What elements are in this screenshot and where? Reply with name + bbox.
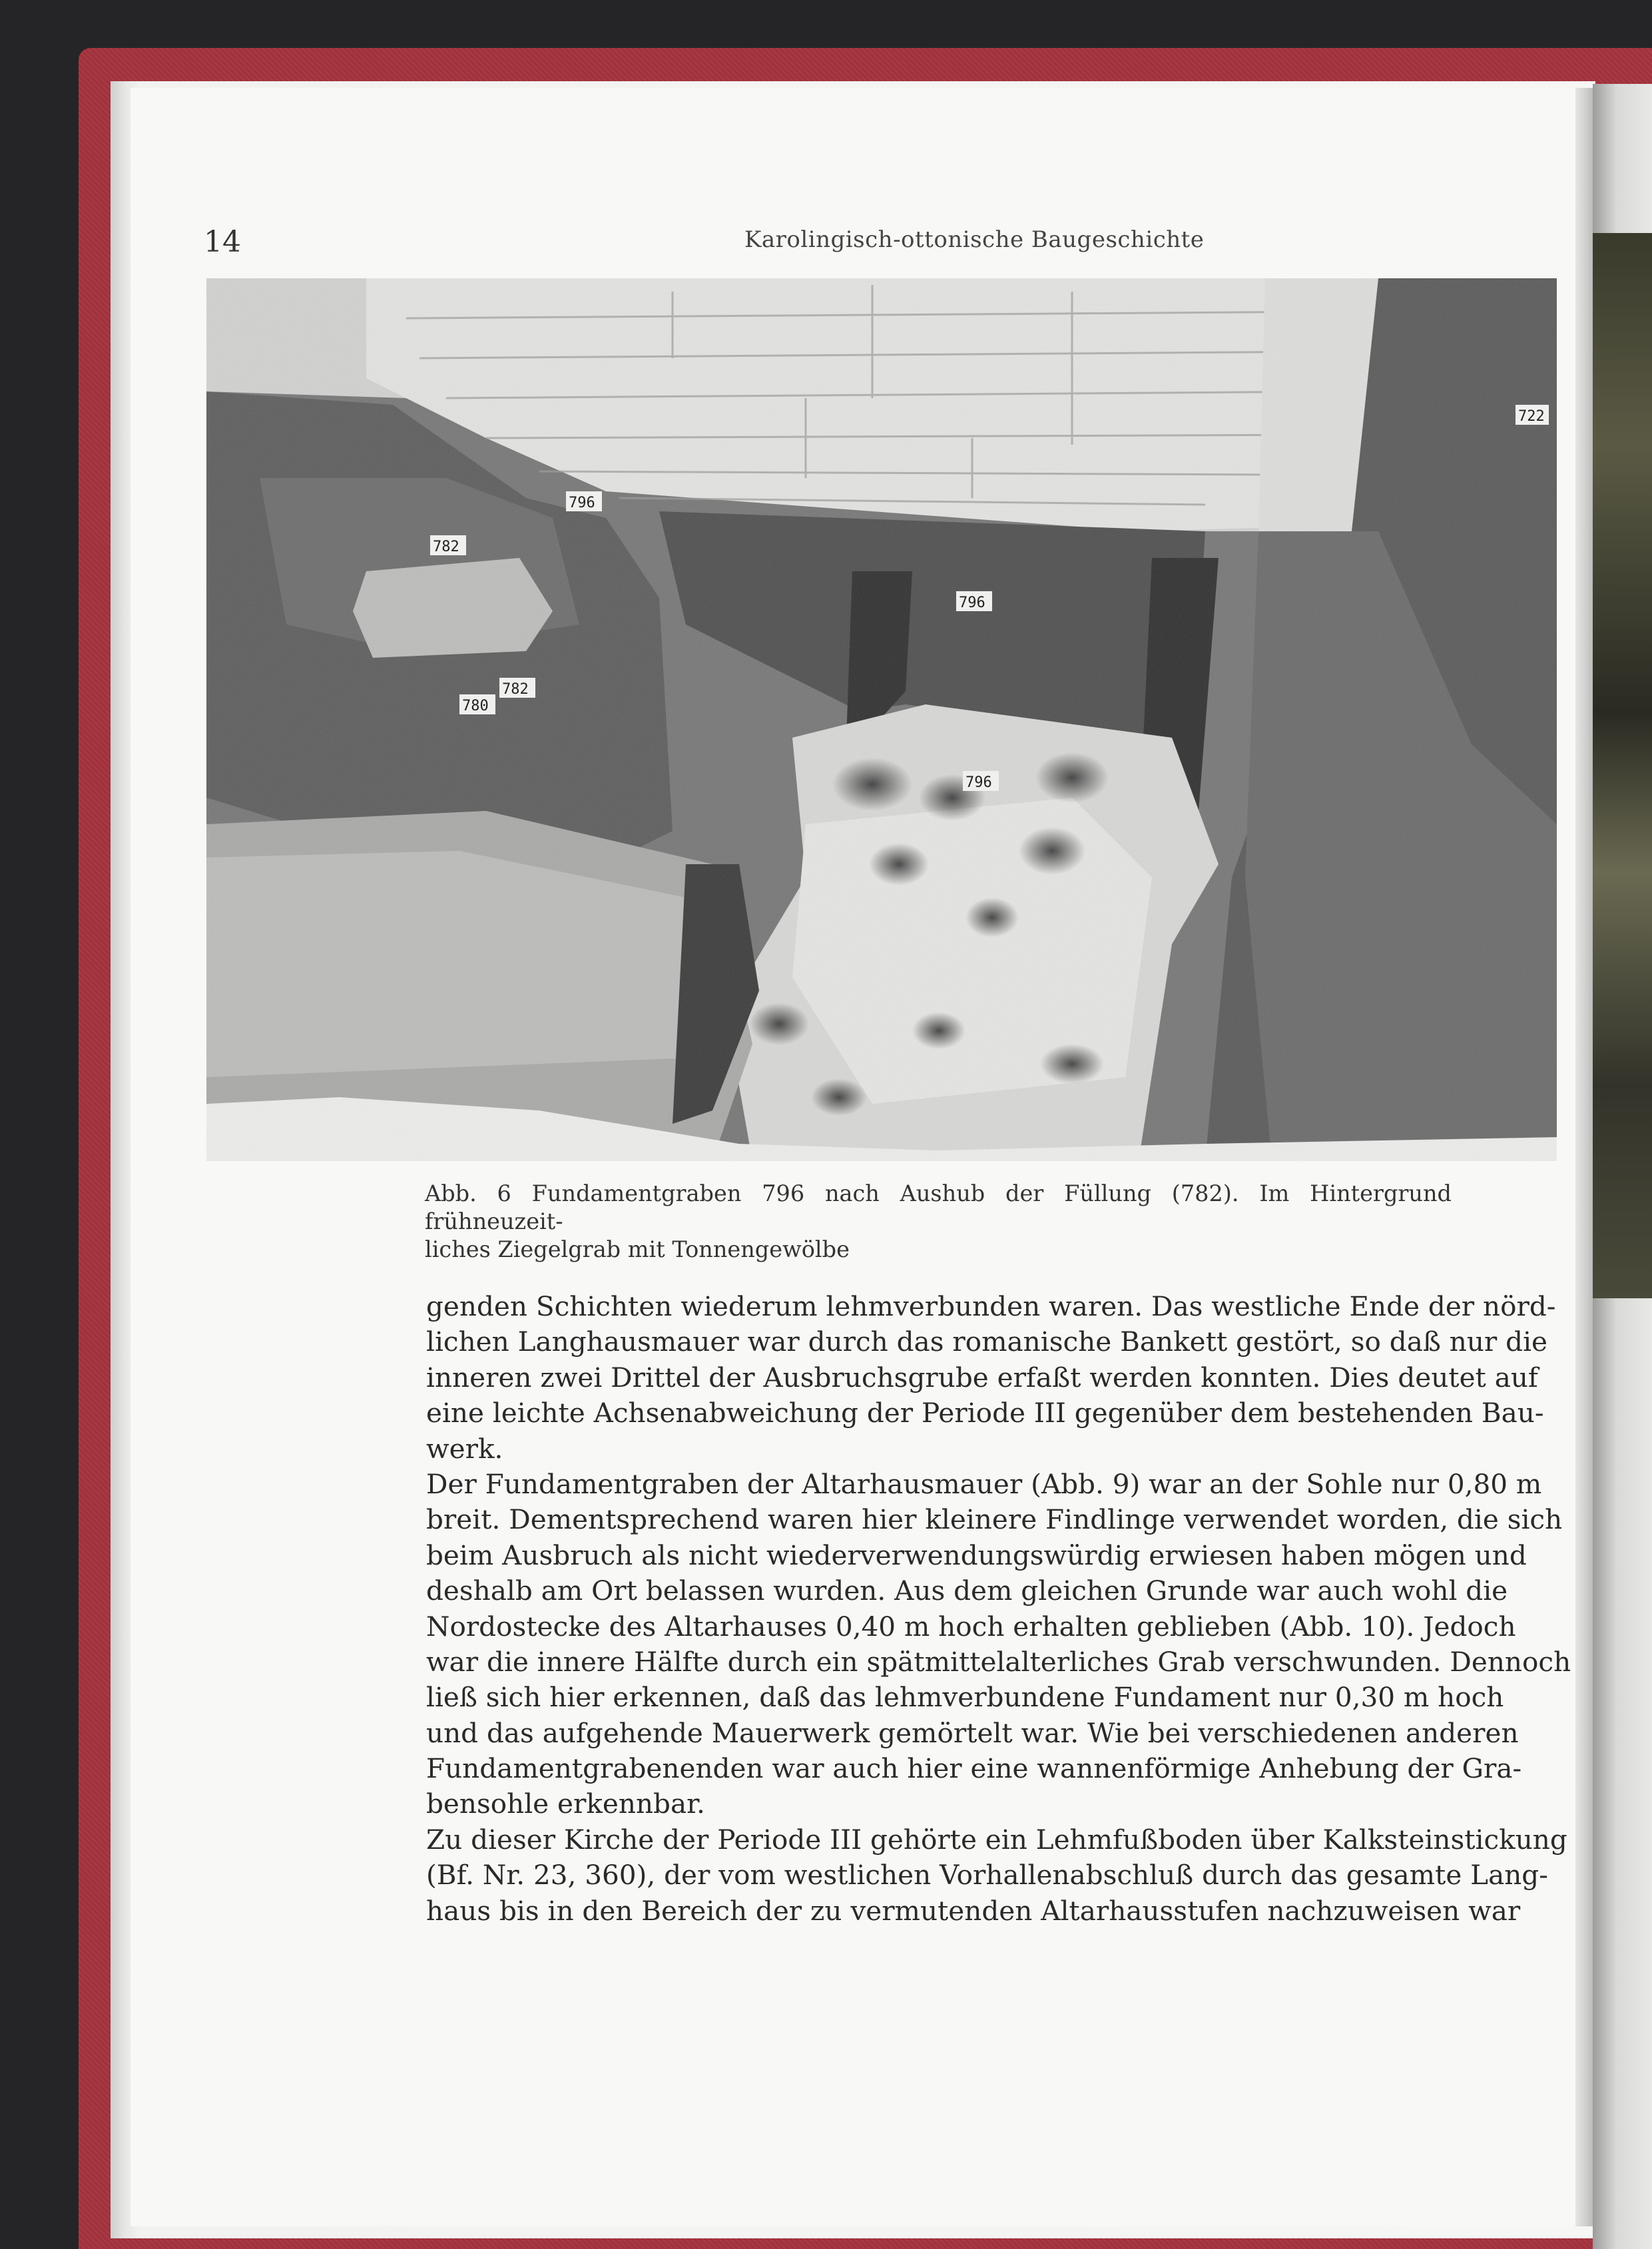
photo-label-3: 782 — [433, 539, 459, 555]
body-text — [426, 1289, 1571, 1929]
caption-line-1: Abb. 6 Fundamentgraben 796 nach Aushub der Füllung (782). Im Hintergrund frühneuzeit- — [425, 1180, 1452, 1234]
body-line: (Bf. Nr. 23, 360), der vom westlichen Vorhallenabschluß durch das gesamte Lang- — [426, 1859, 1548, 1891]
running-title: Karolingisch-ottonische Baugeschichte — [744, 226, 1205, 253]
right-page-photo-fragment — [1593, 233, 1652, 1298]
body-line: werk. — [426, 1432, 503, 1465]
body-line: Zu dieser Kirche der Periode III gehörte ein Lehmfußboden über Kalksteinstickung — [426, 1823, 1567, 1856]
body-line: und das aufgehende Mauerwerk gemörtelt war. Wie bei verschiedenen anderen — [426, 1716, 1519, 1749]
body-line: war die innere Hälfte durch ein spätmittelalterliches Grab verschwunden. Dennoch — [426, 1645, 1571, 1678]
photo-label-1: 722 — [1518, 408, 1545, 425]
caption-line-2: liches Ziegelgrab mit Tonnengewölbe — [425, 1236, 850, 1262]
body-line: Fundamentgrabenenden war auch hier eine wannenförmige Anhebung der Gra- — [426, 1752, 1522, 1785]
body-line: beim Ausbruch als nicht wiederverwendungswürdig erwiesen haben mögen und — [426, 1539, 1527, 1571]
body-line: deshalb am Ort belassen wurden. Aus dem gleichen Grunde war auch wohl die — [426, 1575, 1508, 1607]
body-line: inneren zwei Drittel der Ausbruchsgrube erfaßt werden konnten. Dies deutet auf — [426, 1361, 1538, 1393]
photo-label-2: 796 — [569, 495, 595, 511]
body-line: lichen Langhausmauer war durch das romanische Bankett gestört, so daß nur die — [426, 1326, 1548, 1358]
photo-label-5: 782 — [502, 681, 529, 698]
photo-label-7: 796 — [965, 774, 992, 791]
body-line: ließ sich hier erkennen, daß das lehmverbundene Fundament nur 0,30 m hoch — [426, 1681, 1504, 1714]
body-line: Der Fundamentgraben der Altarhausmauer (Abb. 9) war an der Sohle nur 0,80 m — [426, 1467, 1542, 1500]
body-line: genden Schichten wiederum lehmverbunden waren. Das westliche Ende der nörd- — [426, 1290, 1556, 1322]
body-line: haus bis in den Bereich der zu vermutenden Altarhausstufen nachzuweisen war — [426, 1894, 1521, 1927]
figure-caption — [425, 1180, 1452, 1264]
page-number: 14 — [204, 225, 241, 259]
photo-label-4: 796 — [959, 595, 985, 611]
body-line: bensohle erkennbar. — [426, 1788, 705, 1820]
excavation-photo-drawing — [206, 278, 1557, 1161]
photo-label-6: 780 — [462, 698, 489, 714]
excavation-photo — [206, 278, 1557, 1161]
body-line: eine leichte Achsenabweichung der Periode III gegenüber dem bestehenden Bau- — [426, 1397, 1544, 1429]
body-line: Nordostecke des Altarhauses 0,40 m hoch erhalten geblieben (Abb. 10). Jedoch — [426, 1610, 1516, 1642]
body-line: breit. Dementsprechend waren hier kleinere Findlinge verwendet worden, die sich — [426, 1503, 1563, 1536]
book-gutter — [1575, 88, 1593, 2226]
